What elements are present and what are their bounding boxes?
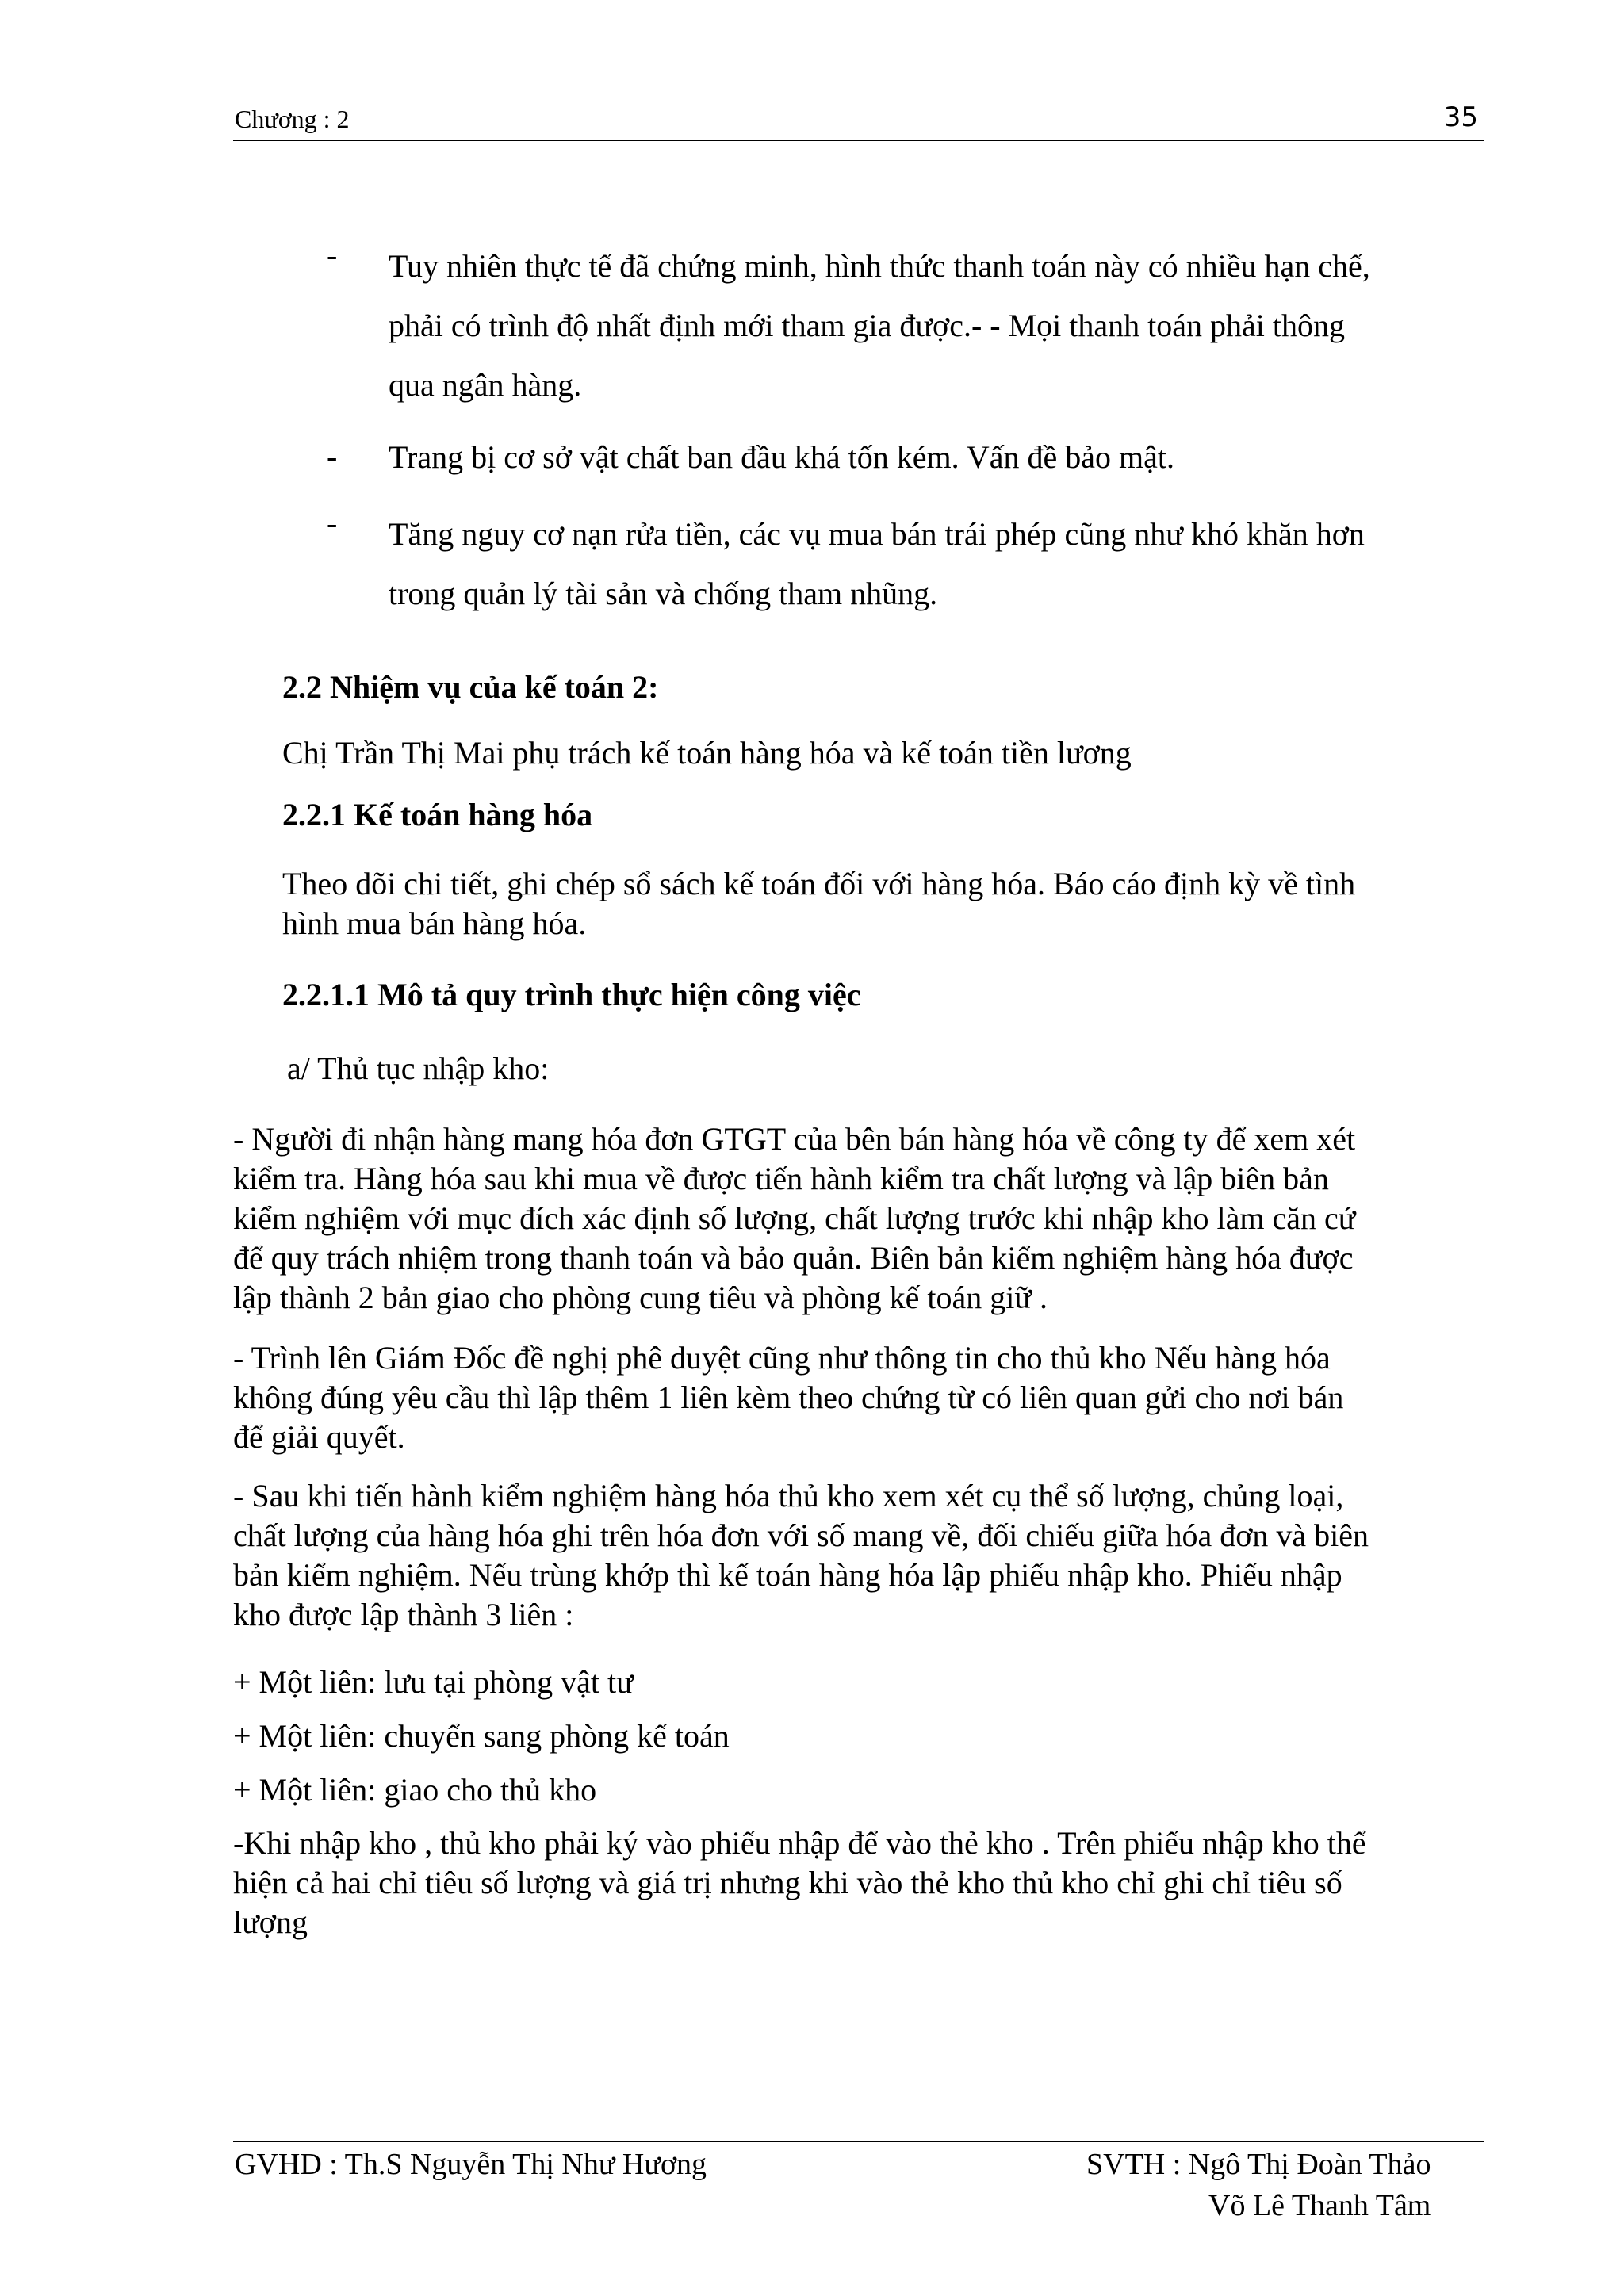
subsection-heading: 2.2.1 Kế toán hàng hóa: [282, 797, 593, 832]
student-label-2: Võ Lê Thanh Tâm: [1208, 2189, 1431, 2222]
student-label: SVTH : Ngô Thị Đoàn Thảo: [1086, 2148, 1431, 2181]
paragraph-line: kiểm nghiệm với mục đích xác định số lượng, chất lượng trước khi nhập kho làm căn cứ: [233, 1200, 1356, 1236]
paragraph-line: chất lượng của hàng hóa ghi trên hóa đơn với số mang về, đối chiếu giữa hóa đơn và biên: [233, 1517, 1369, 1553]
paragraph-line: kiểm tra. Hàng hóa sau khi mua về được tiến hành kiểm tra chất lượng và lập biên bản: [233, 1161, 1329, 1196]
body-line: hình mua bán hàng hóa.: [282, 905, 587, 941]
subsubsection-heading: 2.2.1.1 Mô tả quy trình thực hiện công việc: [282, 977, 861, 1012]
bullet-marker: -: [327, 505, 338, 541]
bullet-item: [389, 236, 1370, 415]
section-intro: Chị Trần Thị Mai phụ trách kế toán hàng hóa và kế toán tiền lương: [282, 735, 1132, 771]
subsection-body: [282, 864, 1355, 943]
chapter-label: Chương : 2: [235, 105, 350, 133]
procedure-subheading: a/ Thủ tục nhập kho:: [287, 1050, 550, 1086]
bullet-line: qua ngân hàng.: [389, 367, 582, 403]
section-heading: 2.2 Nhiệm vụ của kế toán 2:: [282, 669, 659, 705]
bullet-item: [389, 504, 1365, 623]
copies-list: [233, 1655, 730, 1817]
advisor-label: GVHD : Th.S Nguyễn Thị Như Hương: [235, 2148, 707, 2181]
bullet-line: Trang bị cơ sở vật chất ban đầu khá tốn kém. Vấn đề bảo mật.: [389, 439, 1174, 475]
paragraph-line: để quy trách nhiệm trong thanh toán và bảo quản. Biên bản kiểm nghiệm hàng hóa được: [233, 1240, 1354, 1276]
paragraph: [233, 1119, 1355, 1318]
list-item: + Một liên: giao cho thủ kho: [233, 1772, 597, 1808]
paragraph-line: lượng: [233, 1904, 308, 1940]
bullet-line: Tăng nguy cơ nạn rửa tiền, các vụ mua bán trái phép cũng như khó khăn hơn: [389, 516, 1365, 552]
bullet-line: trong quản lý tài sản và chống tham nhũng.: [389, 576, 938, 611]
page-number: 35: [1443, 101, 1478, 133]
list-item: + Một liên: chuyển sang phòng kế toán: [233, 1718, 730, 1754]
page-header: [233, 101, 1484, 141]
page-footer: [233, 2141, 1484, 2222]
paragraph-line: - Người đi nhận hàng mang hóa đơn GTGT của bên bán hàng hóa về công ty để xem xét: [233, 1121, 1356, 1157]
bullet-item: [389, 438, 1174, 477]
paragraph-line: lập thành 2 bản giao cho phòng cung tiêu và phòng kế toán giữ .: [233, 1280, 1048, 1315]
bullet-line: Tuy nhiên thực tế đã chứng minh, hình thức thanh toán này có nhiều hạn chế,: [389, 248, 1370, 284]
paragraph-line: bản kiểm nghiệm. Nếu trùng khớp thì kế toán hàng hóa lập phiếu nhập kho. Phiếu nhập: [233, 1557, 1342, 1593]
paragraph-line: -Khi nhập kho , thủ kho phải ký vào phiếu nhập để vào thẻ kho . Trên phiếu nhập kho thể: [233, 1825, 1366, 1861]
paragraph-line: hiện cả hai chỉ tiêu số lượng và giá trị nhưng khi vào thẻ kho thủ kho chỉ ghi chỉ tiêu số: [233, 1865, 1342, 1900]
paragraph-line: kho được lập thành 3 liên :: [233, 1597, 574, 1632]
bullet-marker: -: [327, 438, 338, 474]
paragraph-line: không đúng yêu cầu thì lập thêm 1 liên kèm theo chứng từ có liên quan gửi cho nơi bán: [233, 1380, 1344, 1415]
paragraph: [233, 1338, 1343, 1457]
body-line: Theo dõi chi tiết, ghi chép sổ sách kế toán đối với hàng hóa. Báo cáo định kỳ về tình: [282, 866, 1356, 901]
bullet-line: phải có trình độ nhất định mới tham gia được.- - Mọi thanh toán phải thông: [389, 308, 1345, 343]
paragraph-line: - Sau khi tiến hành kiểm nghiệm hàng hóa thủ kho xem xét cụ thể số lượng, chủng loại,: [233, 1478, 1344, 1513]
paragraph-line: để giải quyết.: [233, 1419, 405, 1455]
bullet-marker: -: [327, 237, 338, 273]
paragraph: [233, 1476, 1369, 1635]
paragraph-line: - Trình lên Giám Đốc đề nghị phê duyệt cũng như thông tin cho thủ kho Nếu hàng hóa: [233, 1340, 1331, 1376]
paragraph: [233, 1823, 1366, 1942]
list-item: + Một liên: lưu tại phòng vật tư: [233, 1664, 634, 1700]
